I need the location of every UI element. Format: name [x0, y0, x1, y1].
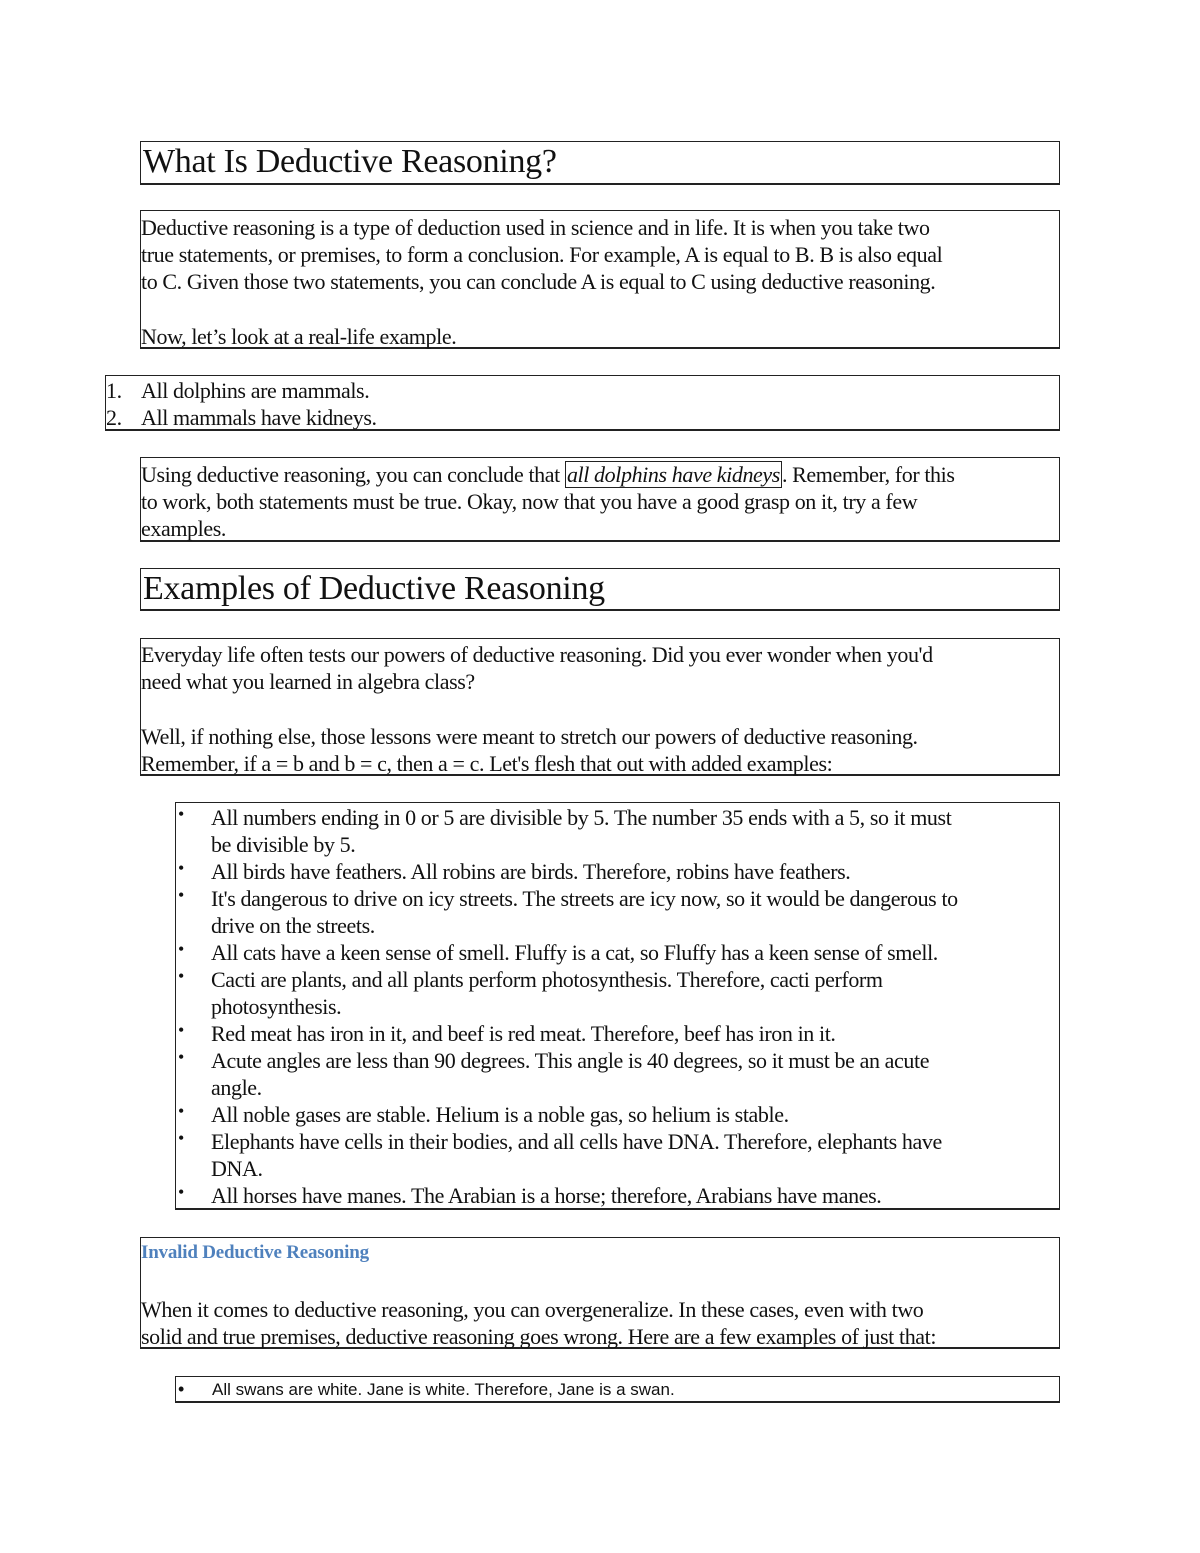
list-item [176, 966, 1059, 1020]
list-text: All cats have a keen sense of smell. Fluffy is a cat, so Fluffy has a keen sense of smell. [211, 940, 938, 965]
list-item [106, 404, 1059, 431]
list-text: Acute angles are less than 90 degrees. This angle is 40 degrees, so it must be an acute [211, 1048, 930, 1073]
text: Using deductive reasoning, you can conclude that [141, 462, 565, 487]
conclusion-paragraph [140, 457, 1060, 542]
list-text: It's dangerous to drive on icy streets. The streets are icy now, so it would be dangerous to [211, 886, 958, 911]
heading-invalid-deductive-reasoning: Invalid Deductive Reasoning [141, 1242, 369, 1263]
list-item [106, 377, 1059, 404]
list-text: angle. [211, 1075, 262, 1100]
list-item [176, 858, 1059, 885]
heading-what-is-deductive-reasoning: What Is Deductive Reasoning? [143, 143, 557, 180]
list-text: All numbers ending in 0 or 5 are divisible by 5. The number 35 ends with a 5, so it must [211, 805, 952, 830]
list-text: All horses have manes. The Arabian is a horse; therefore, Arabians have manes. [211, 1183, 882, 1208]
heading-examples: Examples of Deductive Reasoning [143, 570, 605, 607]
list-text: All noble gases are stable. Helium is a noble gas, so helium is stable. [211, 1102, 789, 1127]
text-line: Everyday life often tests our powers of deductive reasoning. Did you ever wonder when you'd [141, 642, 933, 667]
list-number: 2. [106, 405, 122, 430]
list-item [176, 1047, 1059, 1101]
bullet-icon: • [178, 939, 185, 959]
heading-box [140, 568, 1060, 611]
text-line: Remember, if a = b and b = c, then a = c. Let's flesh that out with added examples: [141, 751, 833, 776]
list-item [176, 1128, 1059, 1182]
bullet-icon: • [178, 1020, 185, 1040]
bullet-icon: • [178, 1128, 185, 1148]
text-line: need what you learned in algebra class? [141, 669, 475, 694]
text-line [141, 461, 1059, 488]
examples-intro-paragraph [140, 638, 1060, 776]
highlighted-conclusion: all dolphins have kidneys [566, 462, 780, 487]
list-item [176, 885, 1059, 939]
list-text: drive on the streets. [211, 913, 375, 938]
list-item [176, 1182, 1059, 1209]
list-text: photosynthesis. [211, 994, 342, 1019]
list-text: Elephants have cells in their bodies, and all cells have DNA. Therefore, elephants have [211, 1129, 942, 1154]
list-text: All mammals have kidneys. [141, 405, 377, 430]
bullet-icon: • [178, 858, 185, 878]
list-text: All dolphins are mammals. [141, 378, 370, 403]
list-item [176, 1378, 1059, 1402]
text-line: Well, if nothing else, those lessons were meant to stretch our powers of deductive reasoning. [141, 724, 918, 749]
text-line: Deductive reasoning is a type of deduction used in science and in life. It is when you take two [141, 215, 930, 240]
list-text: Red meat has iron in it, and beef is red meat. Therefore, beef has iron in it. [211, 1021, 836, 1046]
text: . Remember, for this [781, 462, 955, 487]
text-line: true statements, or premises, to form a conclusion. For example, A is equal to B. B is also equal [141, 242, 943, 267]
list-text: DNA. [211, 1156, 263, 1181]
text-line: Now, let’s look at a real-life example. [141, 324, 457, 349]
list-item [176, 939, 1059, 966]
bullet-icon: • [178, 1101, 185, 1121]
premises-list [105, 375, 1060, 431]
bullet-icon: • [178, 966, 185, 986]
invalid-section [140, 1237, 1060, 1349]
text-line: examples. [141, 516, 226, 541]
bullet-icon: • [178, 1182, 185, 1202]
text-line: When it comes to deductive reasoning, you can overgeneralize. In these cases, even with two [141, 1297, 924, 1322]
text-line: to work, both statements must be true. Okay, now that you have a good grasp on it, try a few [141, 489, 918, 514]
text-line: to C. Given those two statements, you can conclude A is equal to C using deductive reasoning. [141, 269, 936, 294]
text-line: solid and true premises, deductive reasoning goes wrong. Here are a few examples of just that: [141, 1324, 937, 1349]
invalid-examples-list [175, 1376, 1060, 1403]
list-text: be divisible by 5. [211, 832, 356, 857]
examples-bullet-list [175, 802, 1060, 1210]
list-item [176, 1101, 1059, 1128]
bullet-icon: • [178, 1379, 185, 1399]
bullet-icon: • [178, 804, 185, 824]
heading-box [140, 141, 1060, 185]
list-number: 1. [106, 378, 122, 403]
list-text: All swans are white. Jane is white. Therefore, Jane is a swan. [212, 1380, 675, 1399]
list-item [176, 1020, 1059, 1047]
list-text: Cacti are plants, and all plants perform photosynthesis. Therefore, cacti perform [211, 967, 883, 992]
intro-paragraph [140, 210, 1060, 349]
list-text: All birds have feathers. All robins are birds. Therefore, robins have feathers. [211, 859, 851, 884]
bullet-icon: • [178, 885, 185, 905]
bullet-icon: • [178, 1047, 185, 1067]
list-item [176, 804, 1059, 858]
